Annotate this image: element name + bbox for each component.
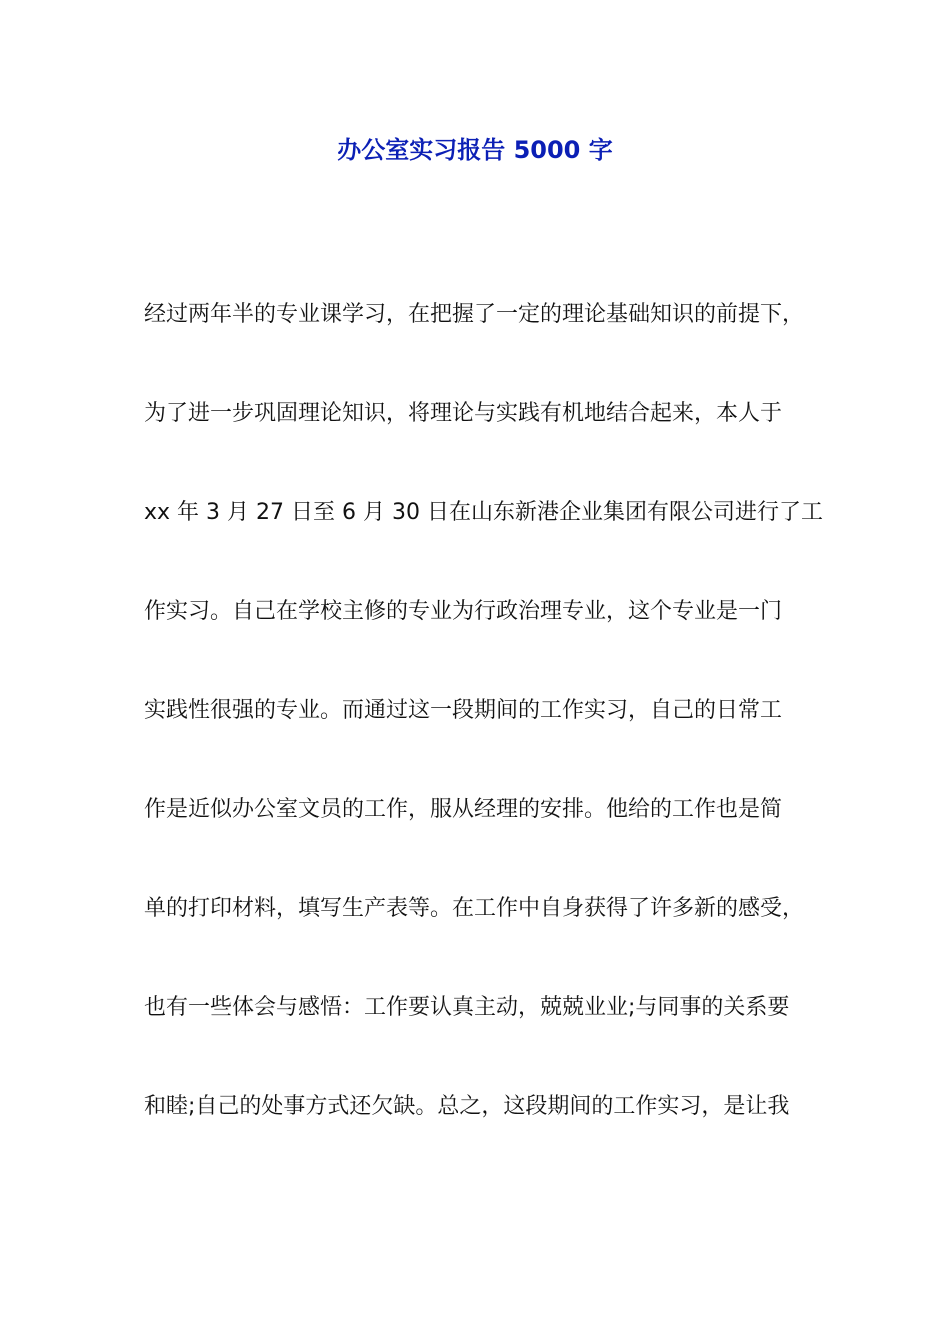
document-title: 办公室实习报告 5000 字 xyxy=(337,136,613,164)
body-line-8: 也有一些体会与感悟：工作要认真主动，兢兢业业;与同事的关系要 xyxy=(144,995,790,1020)
body-line-7: 单的打印材料，填写生产表等。在工作中自身获得了许多新的感受， xyxy=(144,896,805,921)
body-line-9: 和睦;自己的处事方式还欠缺。总之，这段期间的工作实习，是让我 xyxy=(144,1094,790,1119)
body-line-5: 实践性很强的专业。而通过这一段期间的工作实习，自己的日常工 xyxy=(144,698,783,723)
body-line-4: 作实习。自己在学校主修的专业为行政治理专业，这个专业是一门 xyxy=(144,599,783,624)
body-line-3: xx 年 3 月 27 日至 6 月 30 日在山东新港企业集团有限公司进行了工 xyxy=(144,500,823,525)
body-line-2: 为了进一步巩固理论知识，将理论与实践有机地结合起来，本人于 xyxy=(144,401,783,426)
body-line-1: 经过两年半的专业课学习，在把握了一定的理论基础知识的前提下， xyxy=(144,302,805,327)
body-line-6: 作是近似办公室文员的工作，服从经理的安排。他给的工作也是简 xyxy=(144,797,783,822)
